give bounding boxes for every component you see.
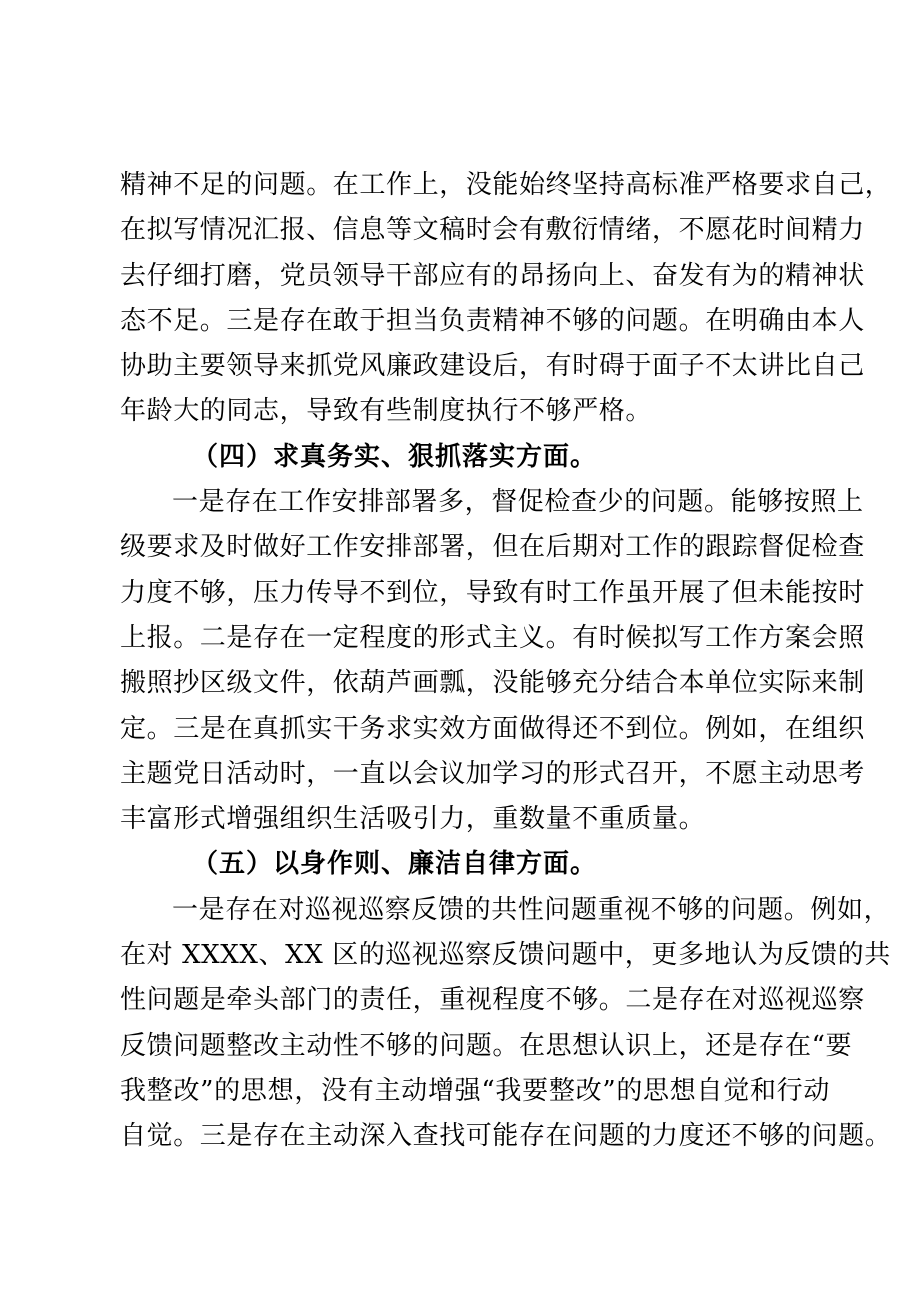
paragraph-line: 一是存在对巡视巡察反馈的共性问题重视不够的问题。例如， — [172, 894, 891, 925]
section-heading-4: （四）求真务实、狠抓落实方面。 — [192, 441, 598, 472]
paragraph-line: 精神不足的问题。在工作上，没能始终坚持高标准严格要求自己， — [120, 170, 892, 200]
paragraph-line: 态不足。三是存在敢于担当负责精神不够的问题。在明确由本人 — [120, 305, 865, 336]
paragraph-line: 自觉。三是存在主动深入查找可能存在问题的力度还不够的问题。 — [120, 1121, 892, 1152]
paragraph-line: 丰富形式增强组织生活吸引力，重数量不重质量。 — [120, 804, 706, 835]
paragraph-line: 定。三是在真抓实干务求实效方面做得还不到位。例如，在组织 — [120, 713, 865, 744]
paragraph-line: 上报。二是存在一定程度的形式主义。有时候拟写工作方案会照 — [120, 622, 865, 653]
document-page — [120, 163, 892, 1160]
paragraph-line: 协助主要领导来抓党风廉政建设后，有时碍于面子不太讲比自己 — [120, 351, 865, 382]
paragraph-line: 搬照抄区级文件，依葫芦画瓢，没能够充分结合本单位实际来制 — [120, 668, 865, 699]
paragraph-line: 年龄大的同志，导致有些制度执行不够严格。 — [120, 396, 653, 427]
paragraph-line: 在拟写情况汇报、信息等文稿时会有敷衍情绪，不愿花时间精力 — [120, 215, 865, 246]
paragraph-line: 级要求及时做好工作安排部署，但在后期对工作的跟踪督促检查 — [120, 532, 865, 563]
paragraph-1 — [120, 163, 892, 435]
paragraph-line: 力度不够，压力传导不到位，导致有时工作虽开展了但未能按时 — [120, 577, 865, 608]
paragraph-2 — [120, 480, 865, 842]
paragraph-line: 主题党日活动时，一直以会议加学习的形式召开，不愿主动思考 — [120, 758, 865, 789]
section-heading-5: （五）以身作则、廉洁自律方面。 — [192, 849, 598, 880]
paragraph-line: 一是存在工作安排部署多，督促检查少的问题。能够按照上 — [172, 487, 864, 518]
paragraph-line: 反馈问题整改主动性不够的问题。在思想认识上，还是存在“要 — [120, 1030, 853, 1061]
paragraph-3 — [120, 888, 892, 1160]
paragraph-line: 去仔细打磨，党员领导干部应有的昂扬向上、奋发有为的精神状 — [120, 260, 865, 291]
paragraph-line: 我整改”的思想，没有主动增强“我要整改”的思想自觉和行动 — [120, 1075, 830, 1106]
paragraph-line: 性问题是牵头部门的责任，重视程度不够。二是存在对巡视巡察 — [120, 985, 865, 1016]
paragraph-line: 在对 XXXX、XX 区的巡视巡察反馈问题中，更多地认为反馈的共 — [120, 940, 891, 971]
